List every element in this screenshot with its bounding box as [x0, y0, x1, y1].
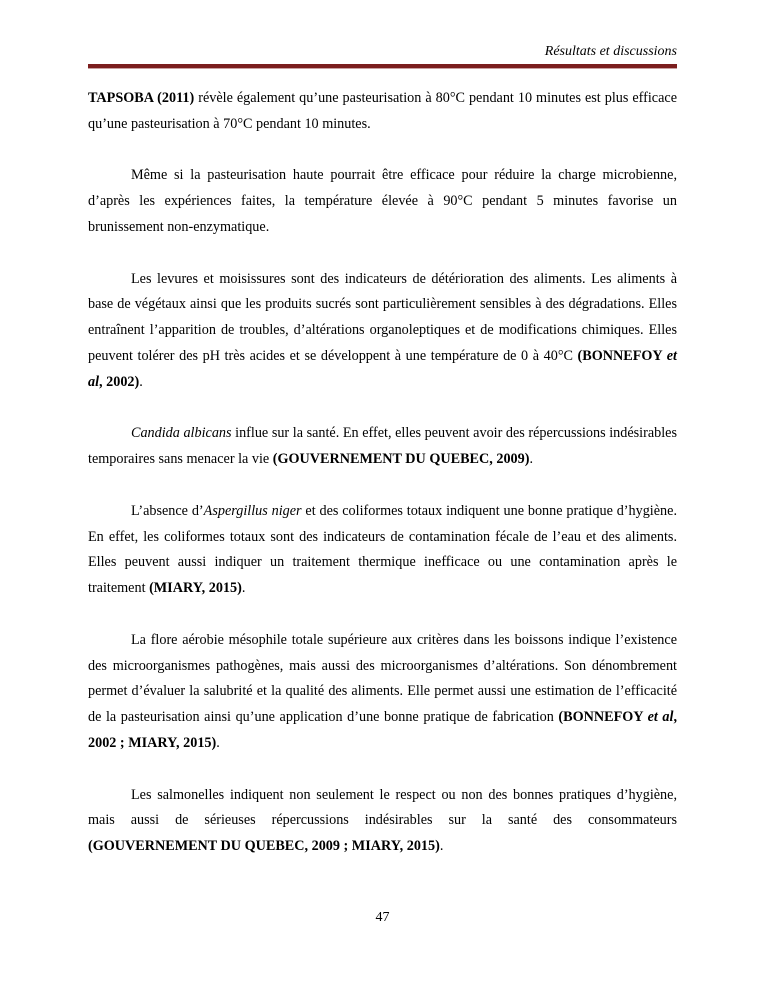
document-body: [88, 86, 677, 860]
page-number: 47: [375, 910, 390, 925]
paragraph-text-segment: , 2002): [99, 373, 140, 390]
paragraph-6: [88, 628, 677, 757]
paragraph-text-segment: Aspergillus niger: [203, 502, 302, 519]
paragraph-text-segment: Même si la pasteurisation haute pourrait être efficace pour réduire la charge microbienne, d’après les expériences faites, la température élevée à 90°C pendant 5 minutes favorise un brunissement non-enzymatique.: [88, 167, 677, 235]
paragraph-4: [88, 421, 677, 473]
paragraph-text-segment: L’absence d’: [131, 502, 204, 519]
paragraph-2: [88, 163, 677, 240]
paragraph-text-segment: .: [439, 838, 444, 855]
header-rule: [88, 64, 677, 69]
paragraph-text-segment: .: [241, 580, 246, 597]
paragraph-text-segment: (GOUVERNEMENT DU QUEBEC, 2009): [272, 451, 530, 468]
paragraph-text-segment: (GOUVERNEMENT DU QUEBEC, 2009 ; MIARY, 2015): [88, 838, 440, 855]
running-header-title: Résultats et discussions: [544, 44, 677, 59]
paragraph-1: [88, 86, 677, 138]
paragraph-text-segment: .: [216, 734, 220, 751]
paragraph-5: [88, 499, 677, 602]
paragraph-text-segment: , 2002 ; MIARY, 2015): [88, 709, 677, 751]
paragraph-text-segment: (BONNEFOY: [577, 347, 667, 364]
paragraph-text-segment: .: [529, 451, 534, 468]
paragraph-text-segment: La flore aérobie mésophile totale supérieure aux critères dans les boissons indique l’existence des microorganismes pathogènes, mais aussi des microorganismes d’altérations. Son dénombrement permet d’évaluer la salubrité et la qualité des aliments. Elle permet aussi une estimation de l’efficacité de la pasteurisation ainsi qu’une application d’une bonne pratique de fabrication: [88, 631, 677, 726]
paragraph-text-segment: révèle également qu’une pasteurisation à 80°C pendant 10 minutes est plus efficace qu’une pasteurisation à 70°C pendant 10 minutes.: [88, 90, 677, 132]
paragraph-text-segment: (BONNEFOY: [558, 709, 648, 726]
paragraph-text-segment: (MIARY, 2015): [149, 580, 242, 597]
paragraph-7: [88, 783, 677, 860]
paragraph-text-segment: et des coliformes totaux indiquent une bonne pratique d’hygiène. En effet, les coliformes totaux sont des indicateurs de contamination fécale de l’eau et des aliments. Elles peuvent aussi indiquer un traitement thermique inefficace ou une contamination après le traitement: [88, 502, 677, 597]
paragraph-text-segment: TAPSOBA (2011): [88, 90, 195, 106]
paragraph-text-segment: .: [139, 373, 143, 390]
paragraph-text-segment: et al: [88, 347, 677, 390]
paragraph-text-segment: et al: [647, 709, 674, 726]
paragraph-3: [88, 267, 677, 396]
paragraph-text-segment: Les salmonelles indiquent non seulement le respect ou non des bonnes pratiques d’hygiène, mais aussi de sérieuses répercussions indésirables sur la santé des consommateurs: [88, 786, 677, 829]
paragraph-text-segment: Les levures et moisissures sont des indicateurs de détérioration des aliments. Les aliments à base de végétaux ainsi que les produits sucrés sont particulièrement sensibles à des dégradations. Elles entraînent l’apparition de troubles, d’altérations organoleptiques et de modifications chimiques. Elles peuvent tolérer des pH très acides et se développent à une température de 0 à 40°C: [88, 270, 677, 364]
paragraph-text-segment: influe sur la santé. En effet, elles peuvent avoir des répercussions indésirables temporaires sans menacer la vie: [88, 425, 677, 468]
paragraph-text-segment: Candida albicans: [131, 425, 232, 442]
